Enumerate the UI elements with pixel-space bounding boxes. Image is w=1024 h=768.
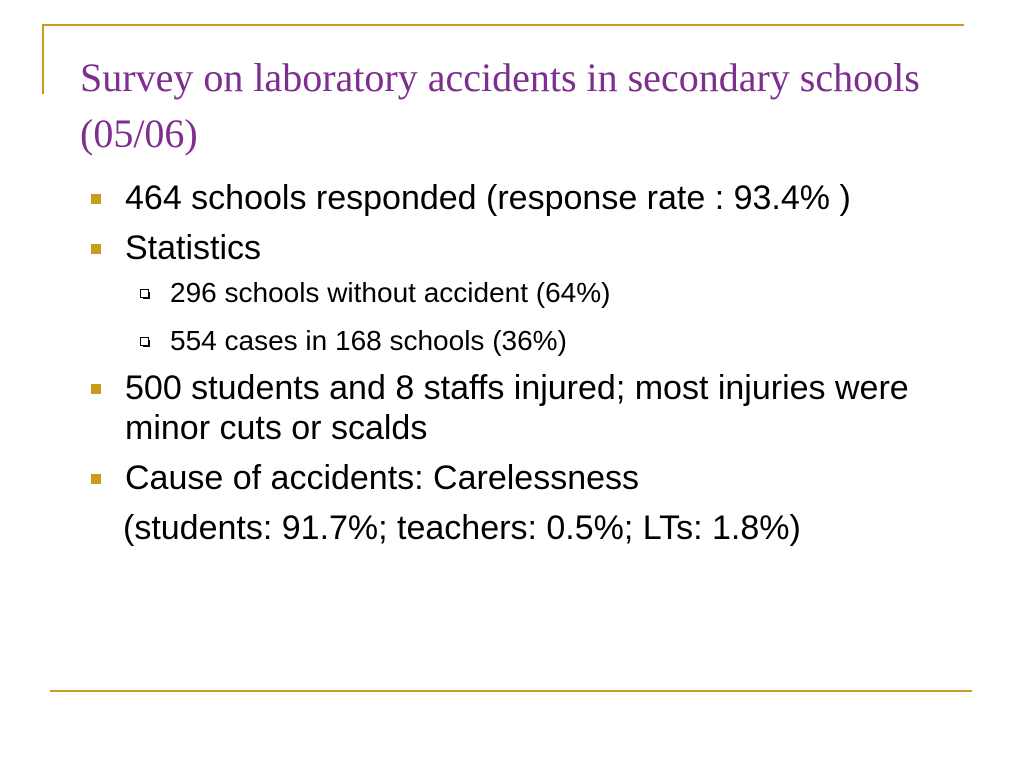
hollow-square-bullet-icon [140,337,149,346]
sub-item-text: 296 schools without accident (64%) [170,277,611,308]
left-frame-line [42,24,44,94]
slide-content [90,178,990,548]
cause-continuation-text: (students: 91.7%; teachers: 0.5%; LTs: 1.8%) [123,509,801,547]
top-frame-line [42,24,964,26]
bullet-text: 500 students and 8 staffs injured; most injuries were minor cuts or scalds [125,369,909,447]
square-bullet-icon [91,384,101,394]
sub-item-no-accident [90,272,990,314]
slide-title: Survey on laboratory accidents in secondary schools (05/06) [80,55,920,156]
hollow-square-bullet-icon [140,289,149,298]
bullet-text: Statistics [125,229,262,267]
square-bullet-icon [91,244,101,254]
square-bullet-icon [91,194,101,204]
bullet-item-cause [90,458,990,498]
sub-item-text: 554 cases in 168 schools (36%) [170,325,567,356]
bottom-rule [50,690,972,692]
square-bullet-icon [91,474,101,484]
bullet-text: 464 schools responded (response rate : 93.4% ) [125,179,851,217]
bullet-item-response [90,178,990,218]
bullet-item-statistics [90,228,990,268]
sub-item-cases [90,320,990,362]
bullet-item-injuries [90,368,990,448]
bullet-text: Cause of accidents: Carelessness [125,459,640,497]
